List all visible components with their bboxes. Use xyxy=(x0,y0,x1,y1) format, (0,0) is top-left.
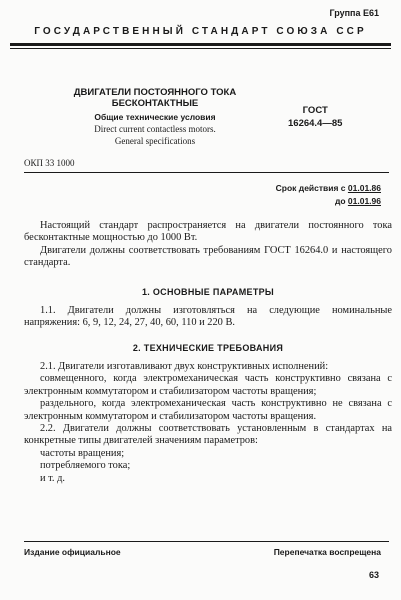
intro-text xyxy=(24,220,392,270)
footer-reprint-notice: Перепечатка воспрещена xyxy=(273,547,381,557)
title-en-line1: Direct current contactless motors. xyxy=(94,124,216,134)
gost-label: ГОСТ xyxy=(302,105,328,116)
okp-code: ОКП 33 1000 xyxy=(24,158,75,168)
validity-from-date: 01.01.86 xyxy=(347,183,381,193)
title-ru-line1: ДВИГАТЕЛИ ПОСТОЯННОГО ТОКА xyxy=(73,87,237,98)
standard-header: ГОСУДАРСТВЕННЫЙ СТАНДАРТ СОЮЗА ССР xyxy=(34,26,367,37)
section-2-paragraph-3: раздельного, когда электромеханическая часть конструктивно не связана с электронным коммутатором и стабилизатором частоты вращения. xyxy=(24,398,392,422)
section-2-text xyxy=(24,361,392,485)
validity-to-date: 01.01.96 xyxy=(347,196,381,206)
footer-rule xyxy=(24,541,389,542)
group-code: Группа Е61 xyxy=(329,8,379,18)
footer-official-edition: Издание официальное xyxy=(24,547,121,557)
section-1-text xyxy=(24,305,392,330)
title-ru-line2: БЕСКОНТАКТНЫЕ xyxy=(111,98,199,109)
intro-paragraph-1: Настоящий стандарт распространяется на двигатели постоянного тока бесконтактные мощностью до 1000 Вт. xyxy=(24,220,392,244)
title-block xyxy=(40,87,270,146)
section-1-paragraph-1: 1.1. Двигатели должны изготовляться на следующие номинальные напряжения: 6, 9, 12, 24, 27, 40, 60, 110 и 220 В. xyxy=(24,305,392,329)
intro-paragraph-2: Двигатели должны соответствовать требованиям ГОСТ 16264.0 и настоящего стандарта. xyxy=(24,244,392,269)
gost-number: 16264.4—85 xyxy=(288,118,343,129)
section-2-paragraph-6: потребляемого тока; xyxy=(40,460,131,472)
header-rule-thick xyxy=(10,43,391,46)
section-2-paragraph-1: 2.1. Двигатели изготавливают двух конструктивных исполнений: xyxy=(40,361,329,372)
section-2-paragraph-4: 2.2. Двигатели должны соответствовать установленным в стандартах на конкретные типы двигателей значениям параметров: xyxy=(24,423,392,447)
section-2-paragraph-7: и т. д. xyxy=(40,472,65,484)
page-number: 63 xyxy=(368,570,379,580)
validity-block xyxy=(276,182,381,208)
validity-to: до 01.01.96 xyxy=(334,196,381,206)
section-2-paragraph-2: совмещенного, когда электромеханическая часть конструктивно связана с электронным коммутатором и стабилизатором частоты вращения; xyxy=(24,373,392,397)
section-2-paragraph-5: частоты вращения; xyxy=(40,447,125,459)
validity-from: Срок действия с 01.01.86 xyxy=(275,183,381,193)
gost-block xyxy=(288,104,342,130)
header-rule-thin xyxy=(10,48,391,49)
section-1-heading: 1. ОСНОВНЫЕ ПАРАМЕТРЫ xyxy=(141,287,275,297)
title-ru-subtitle: Общие технические условия xyxy=(94,112,216,122)
okp-rule xyxy=(24,172,389,173)
section-2-heading: 2. ТЕХНИЧЕСКИЕ ТРЕБОВАНИЯ xyxy=(132,343,284,353)
title-en-line2: General specifications xyxy=(114,136,196,146)
